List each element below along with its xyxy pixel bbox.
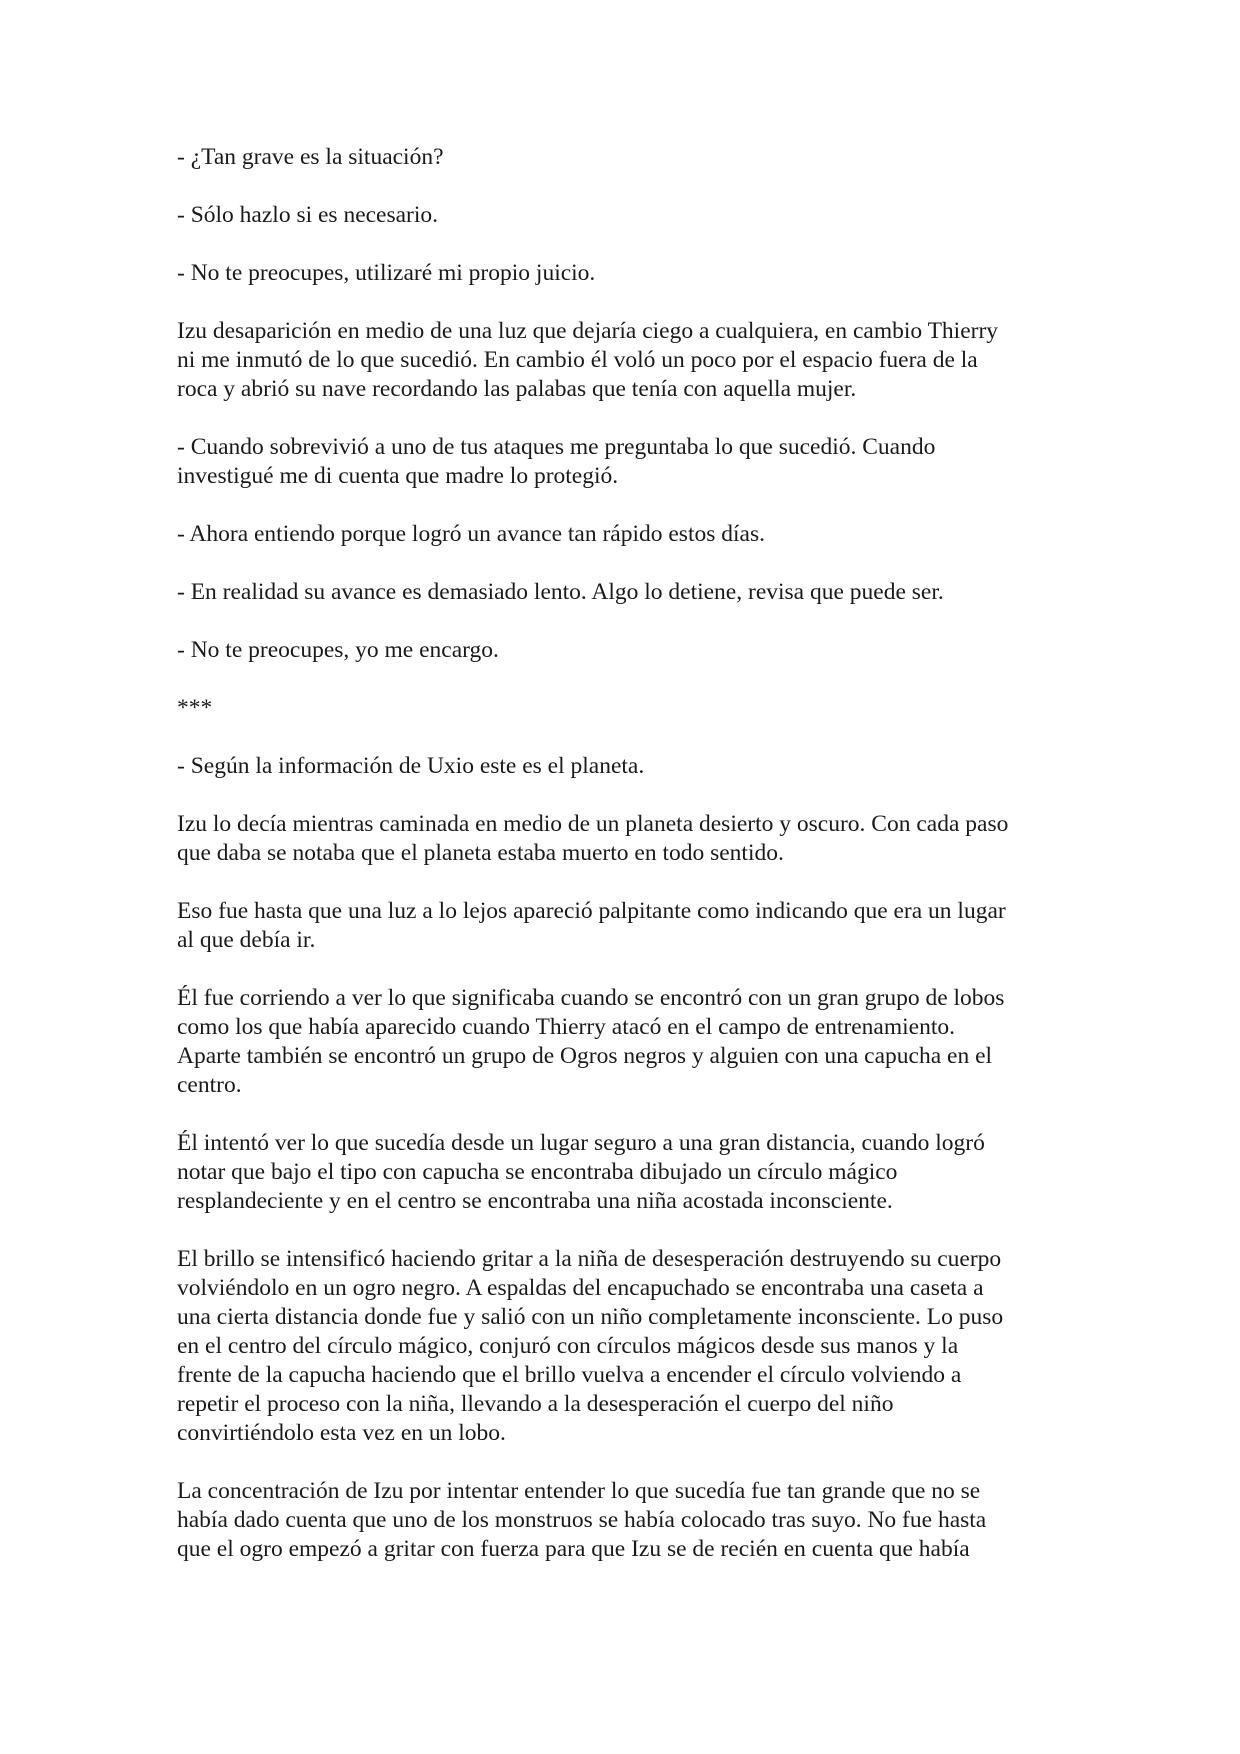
text-line: en el centro del círculo mágico, conjuró con círculos mágicos desde sus manos y la	[177, 1333, 959, 1359]
text-line: repetir el proceso con la niña, llevando a la desesperación el cuerpo del niño	[177, 1391, 894, 1417]
scene-break	[177, 694, 1083, 723]
text-line: notar que bajo el tipo con capucha se encontraba dibujado un círculo mágico	[177, 1159, 898, 1185]
text-line: La concentración de Izu por intentar entender lo que sucedía fue tan grande que no se	[177, 1478, 981, 1504]
text-line: - No te preocupes, yo me encargo.	[177, 637, 499, 663]
paragraph	[177, 433, 1083, 491]
text-line: resplandeciente y en el centro se encontraba una niña acostada inconsciente.	[177, 1188, 893, 1214]
text-line: - ¿Tan grave es la situación?	[177, 144, 444, 170]
paragraph	[177, 143, 1083, 172]
paragraph	[177, 897, 1083, 955]
text-line: convirtiéndolo esta vez en un lobo.	[177, 1420, 506, 1446]
text-line: - Sólo hazlo si es necesario.	[177, 202, 439, 228]
paragraph	[177, 810, 1083, 868]
paragraph	[177, 201, 1083, 230]
text-line: Él fue corriendo a ver lo que significaba cuando se encontró con un gran grupo de lobos	[177, 985, 1005, 1011]
paragraph	[177, 317, 1083, 404]
text-line: centro.	[177, 1072, 242, 1098]
text-line: - Cuando sobrevivió a uno de tus ataques me preguntaba lo que sucedió. Cuando	[177, 434, 936, 460]
text-line: había dado cuenta que uno de los monstruos se había colocado tras suyo. No fue hasta	[177, 1507, 987, 1533]
text-line: al que debía ir.	[177, 927, 316, 953]
text-line: que el ogro empezó a gritar con fuerza para que Izu se de recién en cuenta que había	[177, 1536, 970, 1562]
document-body	[177, 143, 1083, 1564]
paragraph	[177, 1129, 1083, 1216]
text-line: - No te preocupes, utilizaré mi propio juicio.	[177, 260, 596, 286]
paragraph	[177, 1245, 1083, 1448]
paragraph	[177, 520, 1083, 549]
text-line: como los que había aparecido cuando Thierry atacó en el campo de entrenamiento.	[177, 1014, 956, 1040]
paragraph	[177, 636, 1083, 665]
paragraph	[177, 984, 1083, 1100]
paragraph	[177, 752, 1083, 781]
text-line: volviéndolo en un ogro negro. A espaldas del encapuchado se encontraba una caseta a	[177, 1275, 984, 1301]
text-line: - Según la información de Uxio este es el planeta.	[177, 753, 645, 779]
text-line: Él intentó ver lo que sucedía desde un lugar seguro a una gran distancia, cuando logró	[177, 1130, 985, 1156]
text-line: Izu desaparición en medio de una luz que dejaría ciego a cualquiera, en cambio Thierry	[177, 318, 999, 344]
text-line: que daba se notaba que el planeta estaba muerto en todo sentido.	[177, 840, 784, 866]
paragraph	[177, 259, 1083, 288]
text-line: Aparte también se encontró un grupo de Ogros negros y alguien con una capucha en el	[177, 1043, 993, 1069]
text-line: una cierta distancia donde fue y salió con un niño completamente inconsciente. Lo puso	[177, 1304, 1004, 1330]
text-line: ni me inmutó de lo que sucedió. En cambio él voló un poco por el espacio fuera de la	[177, 347, 978, 373]
text-line: Izu lo decía mientras caminada en medio de un planeta desierto y oscuro. Con cada paso	[177, 811, 1009, 837]
text-line: - Ahora entiendo porque logró un avance tan rápido estos días.	[177, 521, 765, 547]
paragraph	[177, 578, 1083, 607]
text-line: frente de la capucha haciendo que el brillo vuelva a encender el círculo volviendo a	[177, 1362, 962, 1388]
text-line: - En realidad su avance es demasiado lento. Algo lo detiene, revisa que puede ser.	[177, 579, 944, 605]
text-line: El brillo se intensificó haciendo gritar a la niña de desesperación destruyendo su cuerpo	[177, 1246, 1002, 1272]
text-line: investigué me di cuenta que madre lo protegió.	[177, 463, 619, 489]
scene-break-asterisks: ***	[177, 695, 213, 721]
paragraph	[177, 1477, 1083, 1564]
text-line: roca y abrió su nave recordando las palabas que tenía con aquella mujer.	[177, 376, 857, 402]
text-line: Eso fue hasta que una luz a lo lejos apareció palpitante como indicando que era un lugar	[177, 898, 1006, 924]
